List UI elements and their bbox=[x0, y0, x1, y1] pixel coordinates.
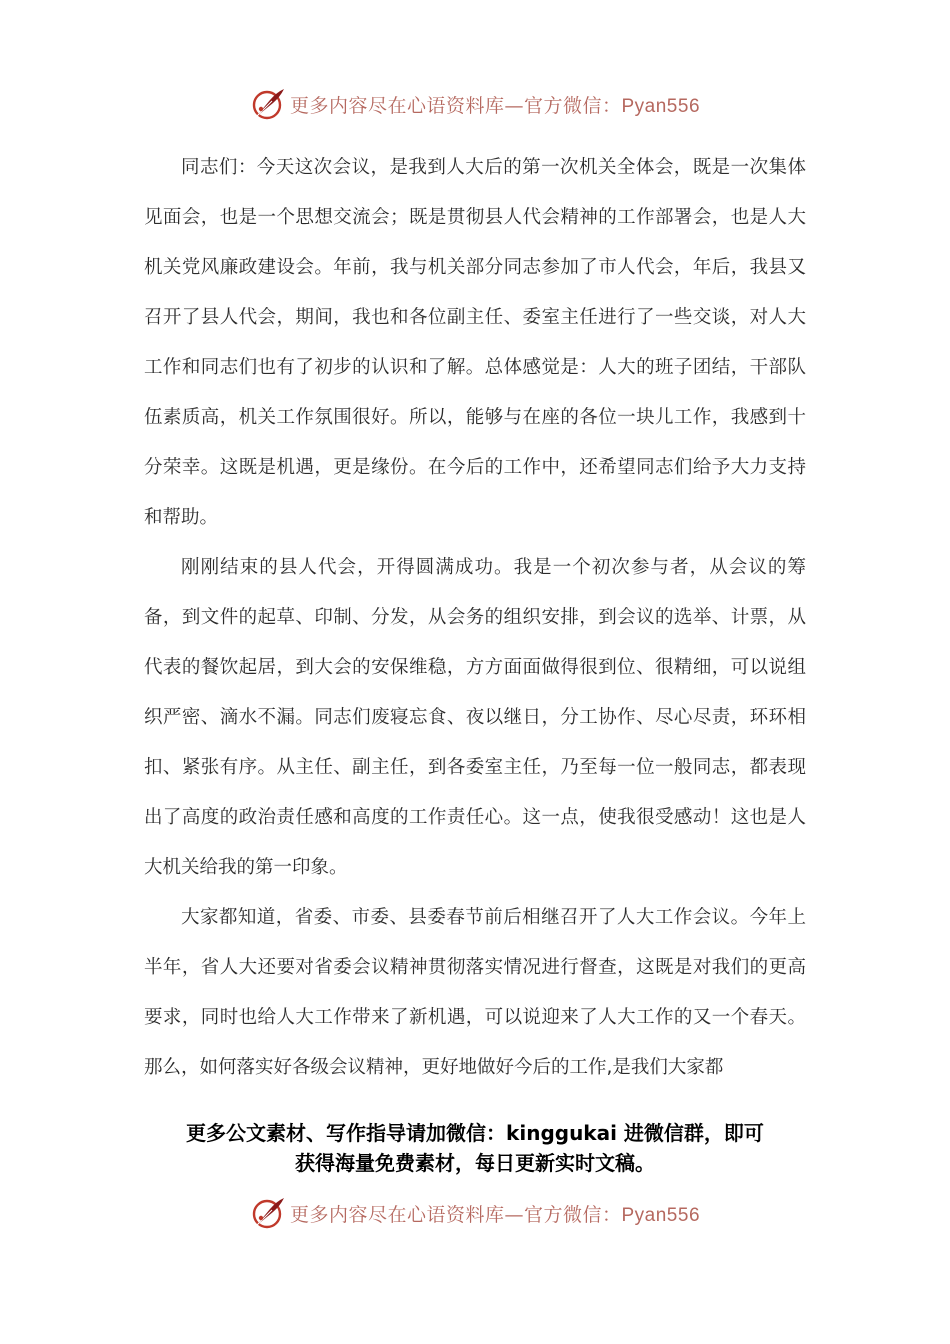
quill-pen-logo-icon bbox=[250, 1195, 286, 1231]
promo-line: 获得海量免费素材，每日更新实时文稿。 bbox=[295, 1151, 655, 1175]
paragraph: 刚刚结束的县人代会，开得圆满成功。我是一个初次参与者，从会议的筹备，到文件的起草、印制、分发，从会务的组织安排，到会议的选举、计票，从代表的餐饮起居，到大会的安保维稳，方方面面做得很到位、很精细，可以说组织严密、滴水不漏。同志们废寝忘食、夜以继日，分工协作、尽心尽责，环环相扣、紧张有序。从主任、副主任，到各委室主任，乃至每一位一般同志，都表现出了高度的政治责任感和高度的工作责任心。这一点，使我很受感动！这也是人大机关给我的第一印象。 bbox=[144, 557, 806, 878]
header-watermark bbox=[0, 84, 950, 124]
document-body bbox=[144, 143, 806, 1093]
footer-watermark bbox=[0, 1193, 950, 1233]
watermark-text: 更多内容尽在心语资料库—官方微信：Pyan556 bbox=[289, 94, 701, 117]
paragraph: 大家都知道，省委、市委、县委春节前后相继召开了人大工作会议。今年上半年，省人大还要对省委会议精神贯彻落实情况进行督查，这既是对我们的更高要求，同时也给人大工作带来了新机遇，可以说迎来了人大工作的又一个春天。那么，如何落实好各级会议精神，更好地做好今后的工作,是我们大家都 bbox=[144, 907, 806, 1078]
watermark-wechat-id: Pyan556 bbox=[621, 95, 701, 117]
quill-pen-logo-icon bbox=[250, 86, 286, 122]
watermark-text: 更多内容尽在心语资料库—官方微信：Pyan556 bbox=[289, 1203, 701, 1226]
paragraph: 同志们：今天这次会议，是我到人大后的第一次机关全体会，既是一次集体见面会，也是一个思想交流会；既是贯彻县人代会精神的工作部署会，也是人大机关党风廉政建设会。年前，我与机关部分同志参加了市人代会，年后，我县又召开了县人代会，期间，我也和各位副主任、委室主任进行了一些交谈，对人大工作和同志们也有了初步的认识和了解。总体感觉是：人大的班子团结，干部队伍素质高，机关工作氛围很好。所以，能够与在座的各位一块儿工作，我感到十分荣幸。这既是机遇，更是缘份。在今后的工作中，还希望同志们给予大力支持和帮助。 bbox=[144, 157, 806, 528]
promo-line: 更多公文素材、写作指导请加微信：kinggukai 进微信群，即可 bbox=[186, 1121, 764, 1145]
watermark-wechat-id: Pyan556 bbox=[621, 1204, 701, 1226]
promo-notice bbox=[140, 1118, 810, 1178]
